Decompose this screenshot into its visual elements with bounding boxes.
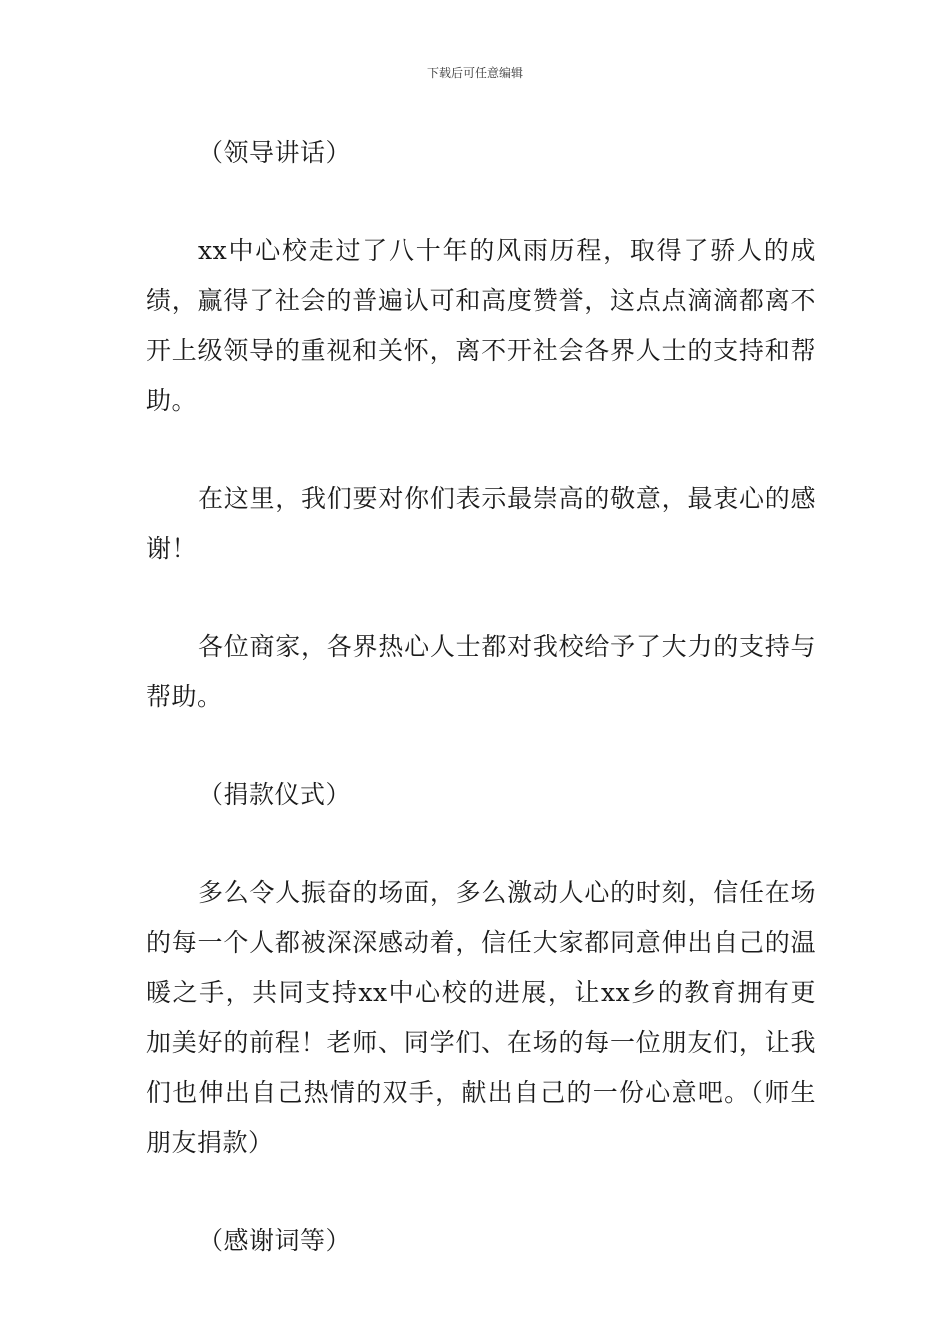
page-header: 下载后可任意编辑 (426, 66, 523, 80)
paragraph-donation-appeal: 多么令人振奋的场面，多么激动人心的时刻，信任在场的每一个人都被深深感动着，信任大家都同意伸出自己的温暖之手，共同支持xx中心校的进展，让xx乡的教育拥有更加美好的前程！老师、同学们、在场的每一位朋友们，让我们也伸出自己热情的双手，献出自己的一份心意吧。（师生朋友捐款） (146, 878, 816, 1157)
paragraph-school-history: xx中心校走过了八十年的风雨历程，取得了骄人的成绩，赢得了社会的普遍认可和高度赞誉，这点点滴滴都离不开上级领导的重视和关怀，离不开社会各界人士的支持和帮助。 (146, 236, 816, 415)
paragraph-merchants: 各位商家，各界热心人士都对我校给予了大力的支持与帮助。 (146, 632, 816, 711)
paragraph-gap (146, 574, 816, 622)
paragraph-thanks: 在这里，我们要对你们表示最崇高的敬意，最衷心的感谢！ (146, 484, 816, 563)
paragraph-leader-speech: （领导讲话） (198, 138, 352, 167)
paragraph-gap (146, 1168, 816, 1216)
paragraph-gap (146, 820, 816, 868)
paragraph-donation-ceremony: （捐款仪式） (198, 780, 352, 809)
document-body (146, 128, 816, 1266)
paragraph-gap (146, 178, 816, 226)
paragraph-gap (146, 722, 816, 770)
paragraph-thank-you-words: （感谢词等） (198, 1226, 352, 1255)
paragraph-gap (146, 426, 816, 474)
